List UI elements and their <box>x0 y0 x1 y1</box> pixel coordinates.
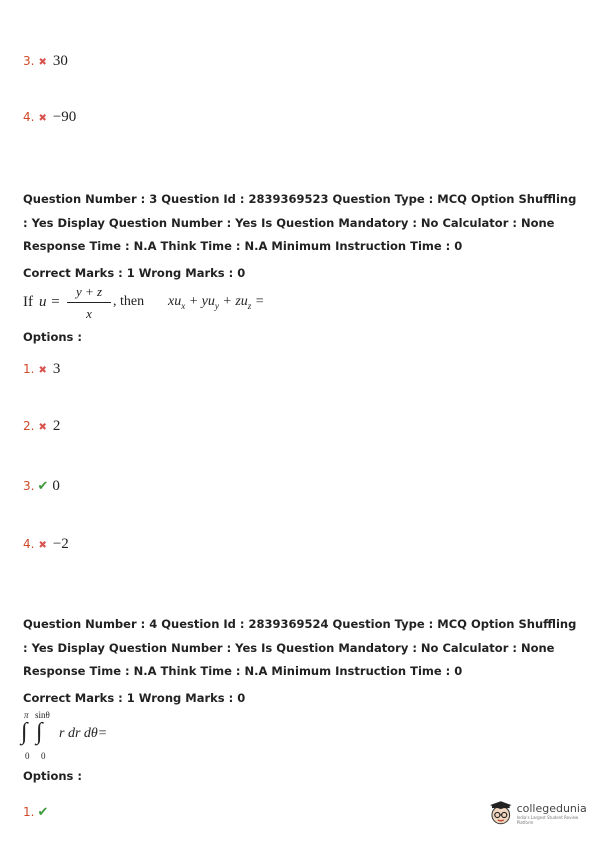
option-value: −2 <box>52 536 69 552</box>
question-expression: $xu_x + yu_y + zu_z$ = <box>168 294 265 311</box>
fraction-bar <box>67 302 111 303</box>
option-value: −90 <box>52 109 77 125</box>
option-number: 1. <box>23 362 35 376</box>
option-value: 2 <box>52 418 61 434</box>
option-3 <box>23 53 68 70</box>
option-value: 3 <box>52 361 61 377</box>
cross-icon: ✖ <box>38 113 47 124</box>
marks-line: Correct Marks : 1 Wrong Marks : 0 <box>23 266 246 280</box>
option-number: 3. <box>23 479 35 493</box>
question-suffix: , then <box>113 294 145 309</box>
question-meta: Question Number : 3 Question Id : 2839369523 Question Type : MCQ Option Shuffling : Yes Display Question Number : Yes Is Question Mandatory : No Calculator : None Response Time : N.A Think Time : N.A Minimum Instruction Time : 0 <box>23 192 577 253</box>
fraction-denominator: x <box>86 306 92 321</box>
option-4 <box>23 536 69 553</box>
cross-icon: ✖ <box>38 57 47 68</box>
mascot-icon <box>489 800 513 826</box>
options-label: Options : <box>23 330 82 344</box>
inner-lower-limit: 0 <box>41 751 46 761</box>
logo-text: collegedunia <box>516 801 587 815</box>
cross-icon: ✖ <box>38 365 47 376</box>
outer-upper-limit: π <box>24 710 29 720</box>
option-number: 2. <box>23 419 35 433</box>
option-3 <box>23 478 60 495</box>
outer-lower-limit: 0 <box>25 751 30 761</box>
checkmark-icon: ✔ <box>37 805 49 820</box>
option-2 <box>23 418 60 435</box>
question-prefix: If <box>23 294 33 310</box>
question-lhs: u = <box>39 294 61 310</box>
option-number: 4. <box>23 537 35 551</box>
logo-tagline: India's Largest Student Review Platform <box>516 814 579 825</box>
marks-line: Correct Marks : 1 Wrong Marks : 0 <box>23 691 246 705</box>
question-text <box>23 710 183 766</box>
option-number: 1. <box>23 805 35 819</box>
option-value: 30 <box>52 53 68 69</box>
option-1 <box>23 361 60 378</box>
inner-upper-limit: sinθ <box>35 710 50 720</box>
integrand: r dr dθ= <box>59 726 108 741</box>
option-number: 4. <box>23 110 35 124</box>
cross-icon: ✖ <box>38 540 47 551</box>
checkmark-icon: ✔ <box>37 479 49 494</box>
cross-icon: ✖ <box>38 422 47 433</box>
option-value: 0 <box>52 478 60 494</box>
outer-integral-sign: ∫ <box>21 719 28 745</box>
option-4 <box>23 109 76 126</box>
question-meta: Question Number : 4 Question Id : 2839369524 Question Type : MCQ Option Shuffling : Yes Display Question Number : Yes Is Question Mandatory : No Calculator : None Response Time : N.A Think Time : N.A Minimum Instruction Time : 0 <box>23 617 577 678</box>
question-text <box>23 286 323 326</box>
collegedunia-logo <box>489 800 595 826</box>
options-label: Options : <box>23 769 82 783</box>
fraction-numerator: y + z <box>75 284 103 299</box>
option-1 <box>23 805 52 820</box>
inner-integral-sign: ∫ <box>36 719 43 745</box>
option-number: 3. <box>23 54 35 68</box>
